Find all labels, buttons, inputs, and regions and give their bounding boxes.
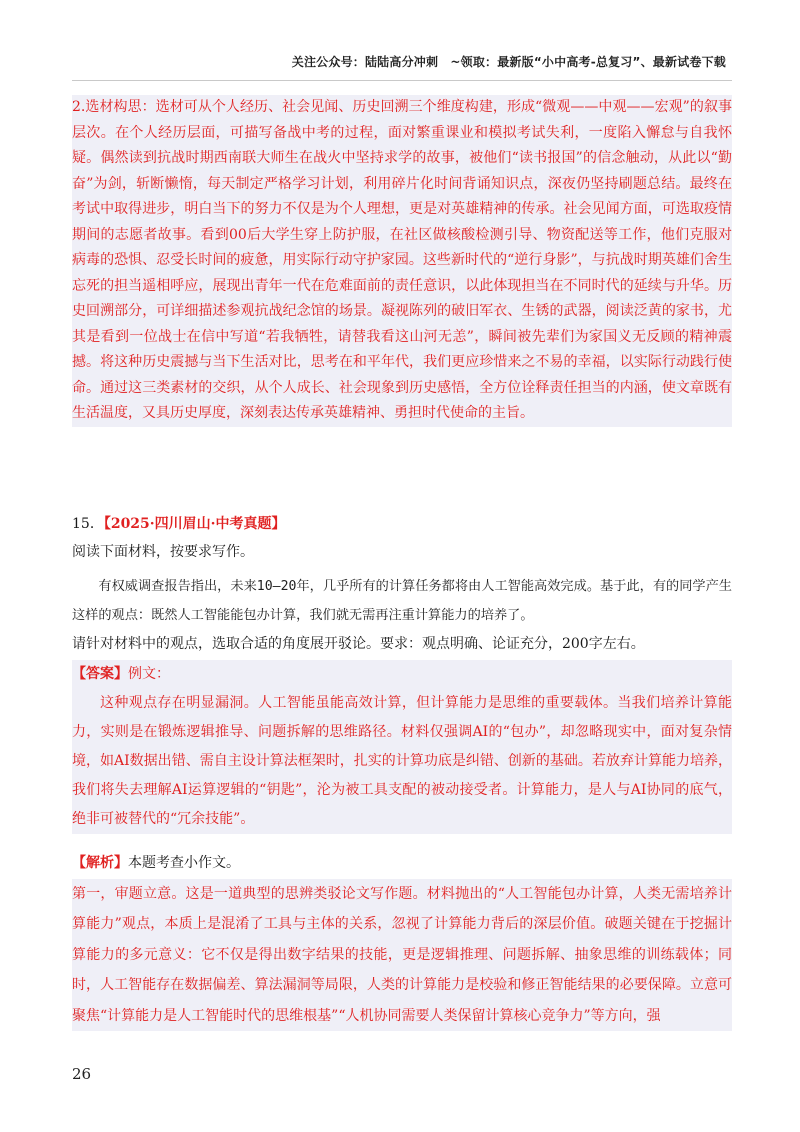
answer-label: 例文： (128, 666, 170, 682)
page-number: 26 (72, 1065, 92, 1083)
analysis-heading (72, 848, 732, 879)
answer-essay: 这种观点存在明显漏洞。人工智能虽能高效计算，但计算能力是思维的重要载体。当我们培养计算能力，实则是在锻炼逻辑推导、问题拆解的思维路径。材料仅强调AI的“包办”，却忽略现实中，面对复杂情境，如AI数据出错、需自主设计算法框架时，扎实的计算功底是纠错、创新的基础。若放弃计算能力培养，我们将失去理解AI运算逻辑的“钥匙”，沦为被工具支配的被动接受者。计算能力，是人与AI协同的底气，绝非可被替代的“冗余技能”。 (72, 695, 732, 827)
previous-answer-block (72, 95, 732, 427)
analysis-text (72, 879, 732, 1032)
page-header: 关注公众号：陆陆高分冲刺 ~领取：最新版“小中高考-总复习”、最新试卷下载 (291, 55, 726, 69)
question-instruction: 阅读下面材料，按要求写作。 (72, 544, 254, 560)
answer-tag: 【答案】 (72, 666, 128, 682)
analysis-body: 第一，审题立意。这是一道典型的思辨类驳论文写作题。材料抛出的“人工智能包办计算，人类无需培养计算能力”观点，本质上是混淆了工具与主体的关系，忽视了计算能力背后的深层价值。破题关键在于挖掘计算能力的多元意义：它不仅是得出数字结果的技能，更是逻辑推理、问题拆解、抽象思维的训练载体；同时，人工智能存在数据偏差、算法漏洞等局限，人类的计算能力是校验和修正智能结果的必要保障。立意可聚焦“计算能力是人工智能时代的思维根基”“人机协同需要人类保留计算核心竞争力”等方向，强 (72, 885, 732, 1024)
question-requirement: 请针对材料中的观点，选取合适的角度展开驳论。要求：观点明确、论证充分，200字左右。 (72, 636, 645, 652)
question-title (72, 512, 732, 536)
header-divider (72, 80, 732, 81)
analysis-tag: 【解析】 (72, 855, 128, 871)
answer-heading (72, 660, 732, 689)
analysis-block (72, 848, 732, 1031)
answer-block (72, 660, 732, 834)
question-material: 有权威调查报告指出，未来10—20年，几乎所有的计算任务都将由人工智能高效完成。基于此，有的同学产生这样的观点：既然人工智能能包办计算，我们就无需再注重计算能力的培养了。 (72, 579, 732, 623)
question-source: 【2025·四川眉山·中考真题】 (103, 516, 286, 532)
question-number: 15． (72, 516, 104, 532)
previous-answer-text: 2.选材构思：选材可从个人经历、社会见闻、历史回溯三个维度构建，形成“微观——中观——宏观”的叙事层次。在个人经历层面，可描写备战中考的过程，面对繁重课业和模拟考试失利，一度陷入懈怠与自我怀疑。偶然读到抗战时期西南联大师生在战火中坚持求学的故事，被他们“读书报国”的信念触动，从此以“勤奋”为剑，斩断懒惰，每天制定严格学习计划，利用碎片化时间背诵知识点，深夜仍坚持刷题总结。最终在考试中取得进步，明白当下的努力不仅是为个人理想，更是对英雄精神的传承。社会见闻方面，可选取疫情期间的志愿者故事。看到00后大学生穿上防护服，在社区做核酸检测引导、物资配送等工作，他们克服对病毒的恐惧、忍受长时间的疲惫，用实际行动守护家园。这些新时代的“逆行身影”，与抗战时期英雄们舍生忘死的担当遥相呼应，展现出青年一代在危难面前的责任意识，以此体现担当在不同时代的延续与升华。历史回溯部分，可详细描述参观抗战纪念馆的场景。凝视陈列的破旧军衣、生锈的武器，阅读泛黄的家书，尤其是看到一位战士在信中写道“若我牺牲，请替我看这山河无恙”，瞬间被先辈们为家国义无反顾的精神震撼。将这种历史震撼与当下生活对比，思考在和平年代，我们更应珍惜来之不易的幸福，以实际行动践行使命。通过这三类素材的交织，从个人成长、社会现象到历史感悟，全方位诠释责任担当的内涵，使文章既有生活温度，又具历史厚度，深刻表达传承英雄精神、勇担时代使命的主旨。 (72, 99, 732, 421)
analysis-intro: 本题考查小作文。 (128, 855, 240, 871)
